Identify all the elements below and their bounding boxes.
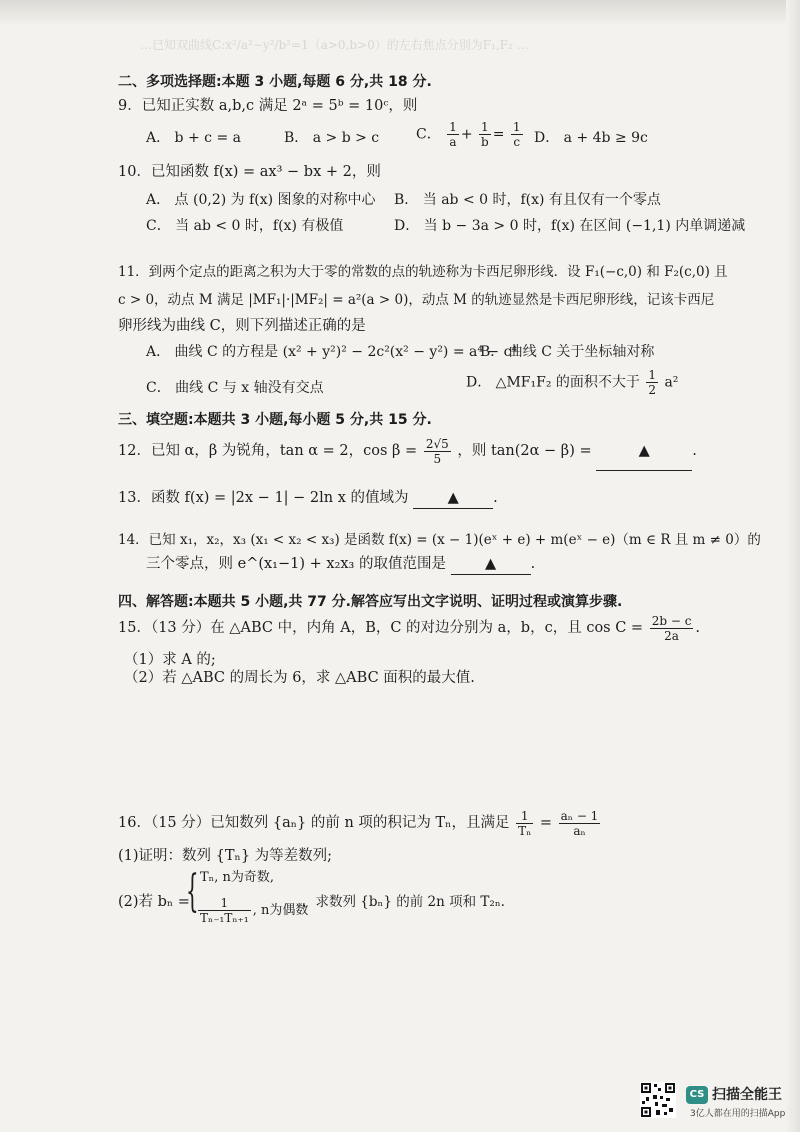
question-11-option-d-text: D． △MF₁F₂ 的面积不大于 [466, 374, 640, 391]
question-11-option-d [466, 368, 678, 397]
question-9-option-a: A． b + c = a [146, 130, 241, 146]
answer-blank[interactable]: ▲ [413, 488, 493, 509]
question-11-line-1: 11．到两个定点的距离之积为大于零的常数的点的轨迹称为卡西尼卵形线．设 F₁(−c,0) 和 F₂(c,0) 且 [118, 264, 728, 280]
period: . [695, 620, 701, 636]
qr-code-icon [640, 1082, 676, 1118]
watermark-title: 扫描全能王 [712, 1087, 782, 1103]
scan-shadow-top [0, 0, 800, 26]
question-9-stem: 9．已知正实数 a,b,c 满足 2ᵃ = 5ᵇ = 10ᶜ，则 [118, 98, 418, 114]
question-13 [118, 488, 498, 509]
answer-blank[interactable]: ▲ [596, 432, 692, 471]
fraction: $\frac{1}{\text{Tₙ₋₁Tₙ₊₁}}$ [200, 896, 249, 925]
question-11-option-d-tail: a² [664, 374, 679, 391]
question-16-part-2-rhs: ，求数列 {bₙ} 的前 2n 项和 T₂ₙ. [302, 894, 505, 910]
question-13-text: 13．函数 f(x) = |2x − 1| − 2ln x 的值域为 [118, 490, 409, 506]
question-9-option-b: B． a > b > c [284, 130, 380, 146]
piecewise-brace: { [186, 866, 199, 917]
question-11-line-2: c > 0，动点 M 满足 |MF₁|·|MF₂| = a²(a > 0)，动点 M 的轨迹显然是卡西尼卵形线，记该卡西尼 [118, 292, 715, 308]
question-16 [118, 804, 602, 842]
fraction: $\frac{1}{c}$ [512, 120, 521, 149]
question-15-part-2: （2）若 △ABC 的周长为 6，求 △ABC 面积的最大值. [124, 670, 475, 686]
bleed-through-text: …已知双曲线C:x²/a²−y²/b²=1（a>0,b>0）的左右焦点分别为F₁,F₂ … [140, 38, 529, 52]
fraction: $\frac{1}{2}$ [648, 368, 656, 397]
section-title-multiple-choice: 二、多项选择题:本题 3 小题,每题 6 分,共 18 分. [118, 74, 432, 90]
question-9-option-c-label: C． [416, 126, 441, 143]
question-15-part-1: （1）求 A 的; [124, 652, 216, 668]
question-10-option-a: A． 点 (0,2) 为 f(x) 图象的对称中心 [146, 192, 376, 208]
fraction: $\frac{\text{aₙ − 1}}{\text{aₙ}}$ [560, 808, 599, 838]
question-16-part-1: (1)证明：数列 {Tₙ} 为等差数列; [118, 848, 333, 864]
watermark-subtitle: 3亿人都在用的扫描App [690, 1109, 786, 1119]
question-16-text: 16．（15 分）已知数列 {aₙ} 的前 n 项的积记为 Tₙ，且满足 [118, 815, 510, 831]
question-9-option-d: D． a + 4b ≥ 9c [534, 130, 648, 146]
question-14-line-2 [146, 554, 535, 575]
section-title-fill-in: 三、填空题:本题共 3 小题,每小题 5 分,共 15 分. [118, 412, 432, 428]
section-title-problems: 四、解答题:本题共 5 小题,共 77 分.解答应写出文字说明、证明过程或演算步骤. [118, 594, 623, 610]
fraction: $\frac{2b - c}{2a}$ [651, 613, 692, 643]
question-12-text-tail: ，则 tan(2α − β) = [457, 443, 592, 459]
question-16-part-2-lhs: (2)若 bₙ = [118, 894, 190, 910]
equals-sign: = [539, 815, 553, 831]
question-10-option-c: C． 当 ab < 0 时，f(x) 有极值 [146, 218, 344, 234]
question-11-option-a: A． 曲线 C 的方程是 (x² + y²)² − 2c²(x² − y²) = a⁴ − c⁴ [146, 344, 518, 360]
question-15-text: 15．（13 分）在 △ABC 中，内角 A，B，C 的对边分别为 a，b，c，且 cos C = [118, 620, 644, 636]
question-11-option-b: B． 曲线 C 关于坐标轴对称 [480, 344, 655, 360]
piecewise-case-odd: Tₙ, n为奇数, [200, 870, 275, 885]
period: . [493, 490, 498, 506]
scan-shadow-right [786, 0, 800, 1132]
question-14-text: 三个零点，则 e^(x₁−1) + x₂x₃ 的取值范围是 [146, 556, 446, 572]
answer-blank[interactable]: ▲ [451, 554, 531, 575]
question-15 [118, 610, 700, 646]
question-14-line-1: 14．已知 x₁，x₂，x₃ (x₁ < x₂ < x₃) 是函数 f(x) = (x − 1)(eˣ + e) + m(eˣ − e)（m ∈ R 且 m ≠ 0）的 [118, 532, 761, 548]
question-10-option-b: B． 当 ab < 0 时，f(x) 有且仅有一个零点 [394, 192, 661, 208]
fraction: $\frac{1}{b}$ [481, 120, 489, 149]
period: . [530, 556, 536, 572]
fraction: $\frac{1}{\text{Tₙ}}$ [518, 808, 532, 838]
question-12-text: 12．已知 α，β 为锐角，tan α = 2，cos β = [118, 443, 418, 459]
question-9-option-c: C． $\frac{1}{a}$ + $\frac{1}{b}$ = $\frac{1}{c}$ [416, 120, 521, 149]
question-11-line-3: 卵形线为曲线 C，则下列描述正确的是 [118, 318, 366, 334]
camscanner-logo-icon: CS [686, 1086, 708, 1104]
question-11-option-c: C． 曲线 C 与 x 轴没有交点 [146, 380, 324, 396]
question-10-stem: 10．已知函数 f(x) = ax³ − bx + 2，则 [118, 164, 381, 180]
period: . [692, 443, 697, 459]
fraction: $\frac{2√5}{5}$ [425, 436, 449, 466]
case-condition: , n为偶数 [252, 903, 309, 918]
fraction: $\frac{1}{a}$ [449, 120, 457, 149]
question-10-option-d: D． 当 b − 3a > 0 时，f(x) 在区间 (−1,1) 内单调递减 [394, 218, 746, 234]
piecewise-case-even [196, 896, 308, 926]
question-12 [118, 432, 697, 471]
